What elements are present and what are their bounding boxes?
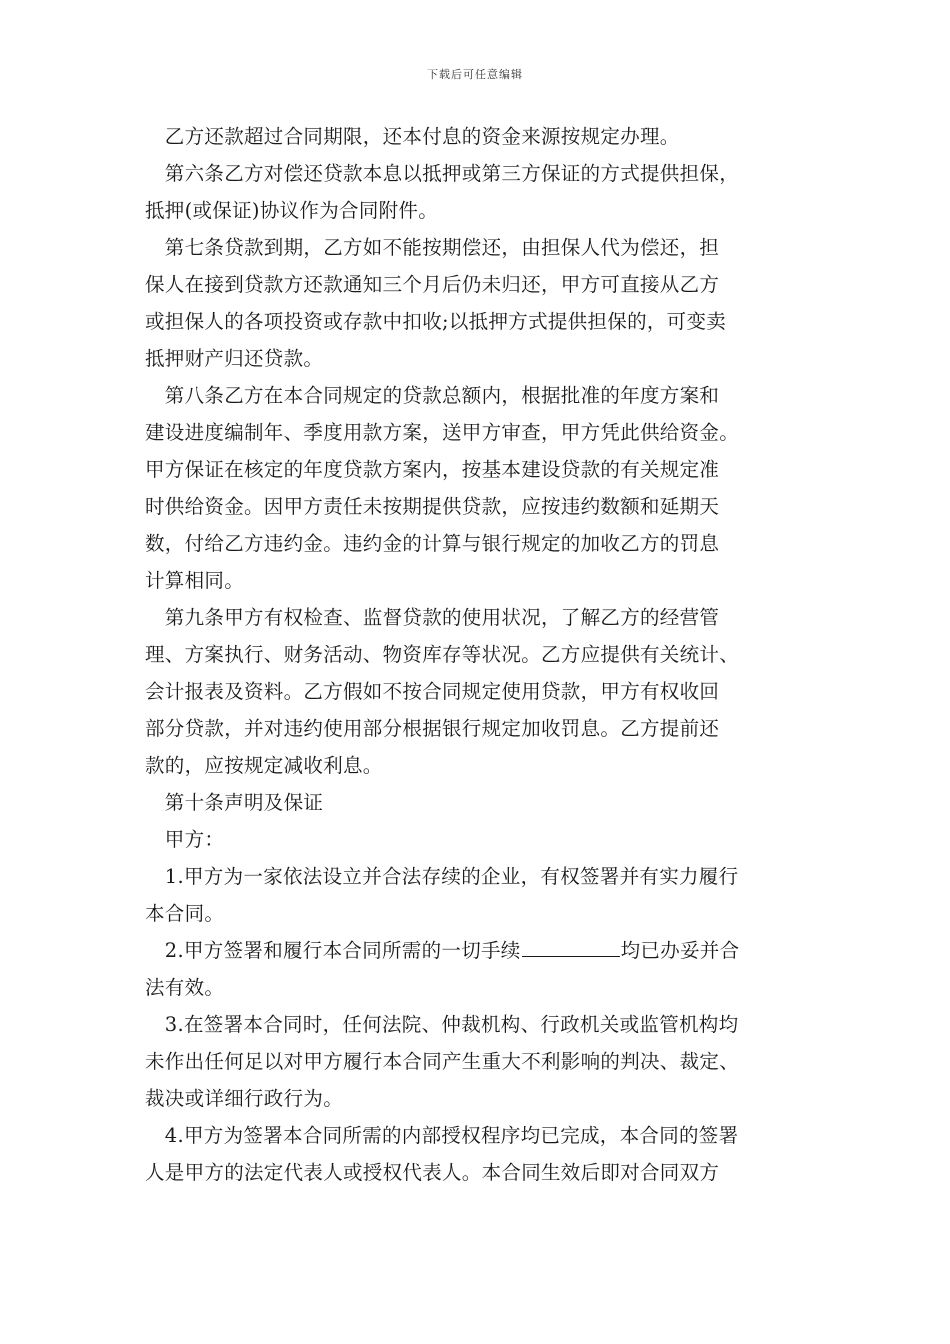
page-header: 下载后可任意编辑 — [427, 68, 523, 81]
text-line: 乙方还款超过合同期限，还本付息的资金来源按规定办理。 — [145, 125, 680, 148]
text-line: 时供给资金。因甲方责任未按期提供贷款，应按违约数额和延期天 — [145, 495, 720, 518]
text-line-with-blank — [145, 932, 807, 969]
text-line: 人是甲方的法定代表人或授权代表人。本合同生效后即对合同双方 — [145, 1161, 720, 1184]
text-line: 建设进度编制年、季度用款方案，送甲方审查，甲方凭此供给资金。 — [145, 421, 740, 444]
text-line: 1.甲方为一家依法设立并合法存续的企业，有权签署并有实力履行 — [145, 865, 739, 888]
text-line: 甲方保证在核定的年度贷款方案内，按基本建设贷款的有关规定准 — [145, 458, 720, 481]
text-line: 款的，应按规定减收利息。 — [145, 754, 383, 777]
text-line: 本合同。 — [145, 902, 225, 925]
text-line: 裁决或详细行政行为。 — [145, 1087, 344, 1110]
text-line: 第十条声明及保证 — [145, 791, 324, 814]
text-line: 第九条甲方有权检查、监督贷款的使用状况，了解乙方的经营管 — [145, 606, 720, 629]
blank-line-prefix: 2.甲方签署和履行本合同所需的一切手续 — [145, 939, 521, 962]
text-line: 部分贷款，并对违约使用部分根据银行规定加收罚息。乙方提前还 — [145, 717, 720, 740]
text-line: 第六条乙方对偿还贷款本息以抵押或第三方保证的方式提供担保， — [145, 162, 740, 185]
text-line: 3.在签署本合同时，任何法院、仲裁机构、行政机关或监管机构均 — [145, 1013, 739, 1036]
text-line: 计算相同。 — [145, 569, 245, 592]
text-line: 理、方案执行、财务活动、物资库存等状况。乙方应提供有关统计、 — [145, 643, 740, 666]
text-line: 法有效。 — [145, 976, 225, 999]
text-line: 第八条乙方在本合同规定的贷款总额内，根据批准的年度方案和 — [145, 384, 720, 407]
text-line: 抵押(或保证)协议作为合同附件。 — [145, 199, 439, 222]
text-line: 保人在接到贷款方还款通知三个月后仍未归还，甲方可直接从乙方 — [145, 273, 720, 296]
text-line: 抵押财产归还贷款。 — [145, 347, 324, 370]
text-line: 数，付给乙方违约金。违约金的计算与银行规定的加收乙方的罚息 — [145, 532, 720, 555]
blank-line-suffix: 均已办妥并合 — [620, 939, 740, 962]
document-body — [145, 118, 807, 1191]
text-line: 未作出任何足以对甲方履行本合同产生重大不利影响的判决、裁定、 — [145, 1050, 740, 1073]
fill-in-blank — [522, 936, 620, 957]
text-line: 甲方： — [145, 828, 225, 851]
text-line: 4.甲方为签署本合同所需的内部授权程序均已完成，本合同的签署 — [145, 1124, 739, 1147]
text-line: 第七条贷款到期，乙方如不能按期偿还，由担保人代为偿还，担 — [145, 236, 720, 259]
text-line: 会计报表及资料。乙方假如不按合同规定使用贷款，甲方有权收回 — [145, 680, 720, 703]
text-line: 或担保人的各项投资或存款中扣收;以抵押方式提供担保的，可变卖 — [145, 310, 727, 333]
